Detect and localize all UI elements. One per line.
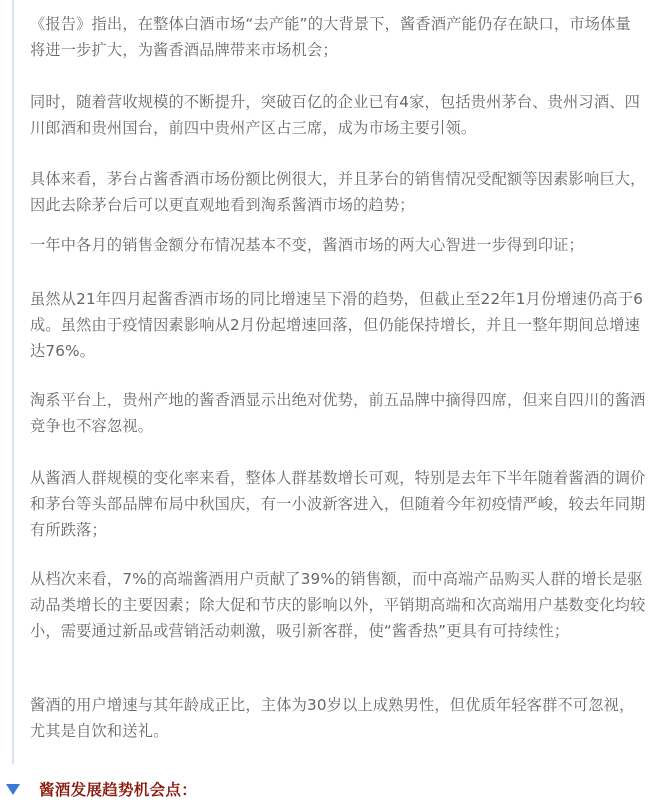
section-heading: [0, 778, 659, 802]
paragraph: 虽然从21年四月起酱香酒市场的同比增速呈下滑的趋势，但截止至22年1月份增速仍高于6成。虽然由于疫情因素影响从2月份起增速回落，但仍能保持增长，并且一整年期间总增速达76%。: [30, 290, 644, 360]
paragraph: 酱酒的用户增速与其年龄成正比，主体为30岁以上成熟男性，但优质年轻客群不可忽视，尤其是自饮和送礼。: [30, 696, 635, 740]
triangle-down-icon: [6, 784, 20, 795]
paragraph: 淘系平台上，贵州产地的酱香酒显示出绝对优势，前五品牌中摘得四席，但来自四川的酱酒竞争也不容忽视。: [30, 391, 646, 435]
paragraph: 具体来看，茅台占酱香酒市场份额比例很大，并且茅台的销售情况受配额等因素影响巨大，因此去除茅台后可以更直观地看到淘系酱酒市场的趋势；: [30, 170, 646, 214]
paragraph: 从酱酒人群规模的变化率来看，整体人群基数增长可观，特别是去年下半年随着酱酒的调价和茅台等头部品牌布局中秋国庆，有一小波新客进入，但随着今年初疫情严峻，较去年同期有所跌落；: [30, 469, 646, 539]
section-heading-text: 酱酒发展趋势机会点：: [39, 781, 198, 799]
paragraph: 同时，随着营收规模的不断提升，突破百亿的企业已有4家，包括贵州茅台、贵州习酒、四川郎酒和贵州国台，前四中贵州产区占三席，成为市场主要引领。: [30, 93, 640, 137]
paragraph: 一年中各月的销售金额分布情况基本不变，酱酒市场的两大心智进一步得到印证；: [30, 236, 584, 254]
paragraph: 从档次来看，7%的高端酱酒用户贡献了39%的销售额，而中高端产品购买人群的增长是驱动品类增长的主要因素；除大促和节庆的影响以外，平销期高端和次高端用户基数变化均较小，需要通过新品或营销活动刺激，吸引新客群，使“酱香热”更具有可持续性；: [30, 570, 646, 640]
paragraph: 《报告》指出，在整体白酒市场“去产能”的大背景下，酱香酒产能仍存在缺口，市场体量将进一步扩大，为酱香酒品牌带来市场机会；: [30, 15, 631, 59]
